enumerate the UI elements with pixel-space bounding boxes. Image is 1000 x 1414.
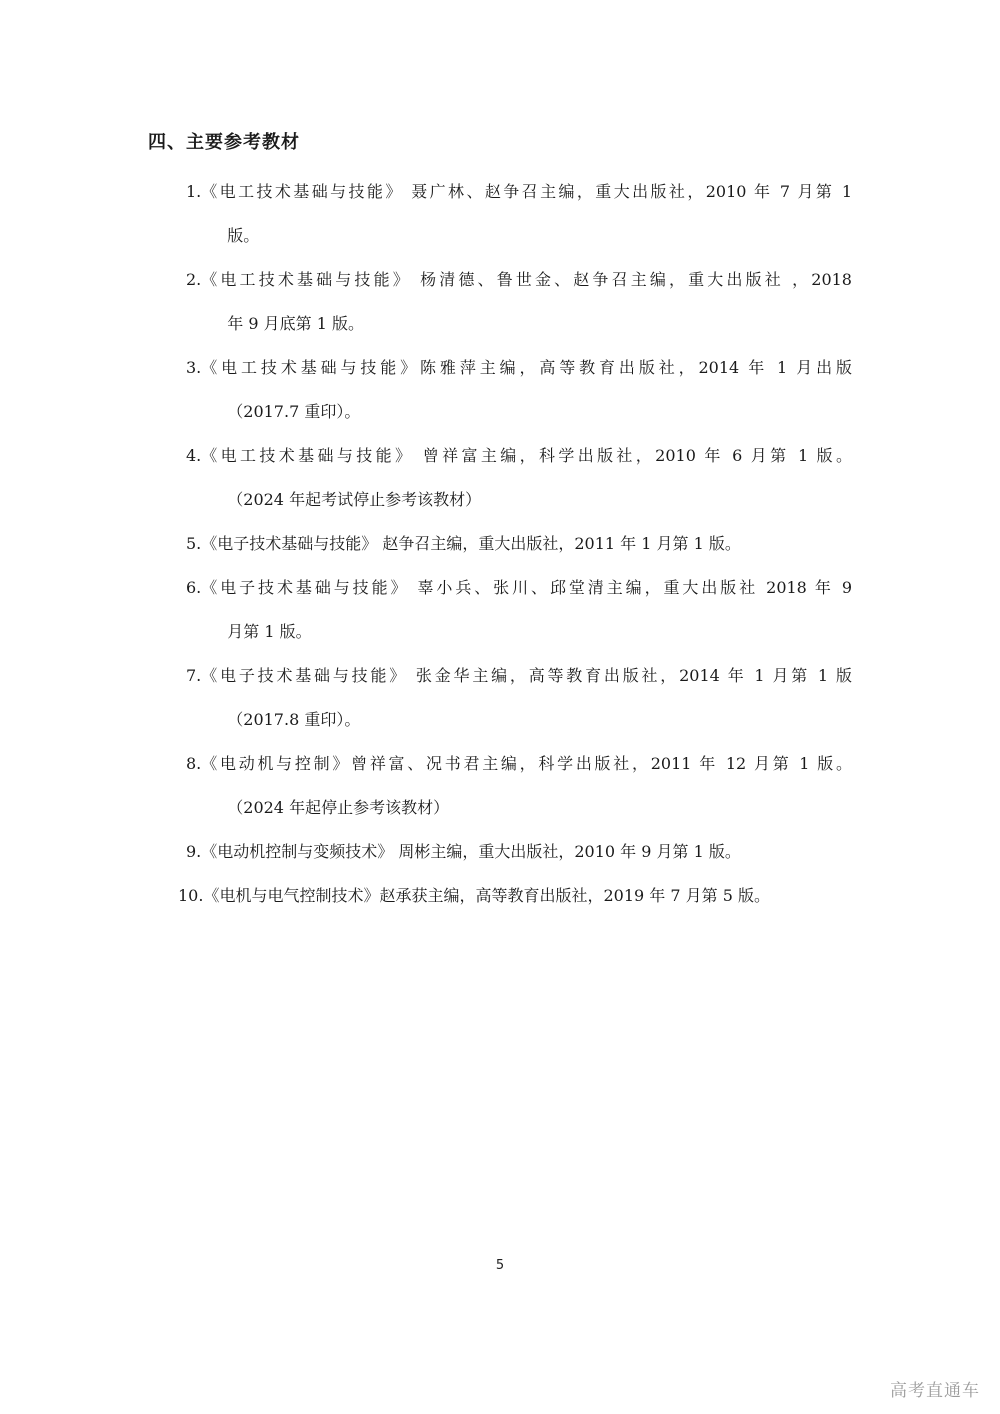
reference-item bbox=[186, 830, 852, 874]
reference-body bbox=[201, 522, 852, 566]
reference-item bbox=[186, 170, 852, 258]
reference-body bbox=[201, 566, 852, 654]
reference-number: 3. bbox=[186, 358, 202, 377]
reference-number: 6. bbox=[186, 578, 202, 597]
reference-number: 10. bbox=[178, 886, 204, 905]
reference-text: 《电工技术基础与技能》 曾祥富主编，科学出版社，2010 年 6 月第 1 版。 bbox=[201, 446, 852, 465]
reference-text: 《电动机控制与变频技术》 周彬主编，重大出版社，2010 年 9 月第 1 版。 bbox=[201, 842, 741, 861]
reference-text-continued: （2024 年起停止参考该教材） bbox=[227, 798, 450, 817]
reference-text: 《电子技术基础与技能》 张金华主编，高等教育出版社，2014 年 1 月第 1 版 bbox=[201, 666, 852, 685]
reference-item bbox=[186, 434, 852, 522]
reference-text-continued: （2017.8 重印）。 bbox=[227, 710, 361, 729]
reference-number: 9. bbox=[186, 842, 202, 861]
reference-number: 4. bbox=[186, 446, 202, 465]
reference-item bbox=[186, 346, 852, 434]
reference-text: 《电工技术基础与技能》 聂广林、赵争召主编，重大出版社，2010 年 7 月第 1 bbox=[201, 182, 852, 201]
reference-text-continued: （2024 年起考试停止参考该教材） bbox=[227, 490, 482, 509]
reference-item bbox=[186, 258, 852, 346]
reference-number: 8. bbox=[186, 754, 202, 773]
reference-body bbox=[201, 830, 852, 874]
reference-text: 《电子技术基础与技能》 赵争召主编，重大出版社，2011 年 1 月第 1 版。 bbox=[201, 534, 741, 553]
reference-item bbox=[186, 654, 852, 742]
reference-text: 《电子技术基础与技能》 辜小兵、张川、邱堂清主编，重大出版社 2018 年 9 bbox=[201, 578, 852, 597]
reference-number: 1. bbox=[186, 182, 202, 201]
reference-item bbox=[186, 522, 852, 566]
reference-body bbox=[201, 654, 852, 742]
reference-number: 7. bbox=[186, 666, 202, 685]
reference-text: 《电工技术基础与技能》陈雅萍主编，高等教育出版社，2014 年 1 月出版 bbox=[201, 358, 852, 377]
reference-text: 《电动机与控制》曾祥富、况书君主编，科学出版社，2011 年 12 月第 1 版。 bbox=[201, 754, 852, 773]
reference-text: 《电工技术基础与技能》 杨清德、鲁世金、赵争召主编，重大出版社 ，2018 bbox=[201, 270, 852, 289]
reference-list bbox=[178, 170, 852, 918]
watermark-logo: 高考直通车 bbox=[890, 1381, 980, 1401]
reference-item bbox=[186, 566, 852, 654]
reference-text-continued: 版。 bbox=[227, 226, 260, 245]
page-number: 5 bbox=[495, 1258, 505, 1273]
reference-body bbox=[201, 170, 852, 258]
reference-body bbox=[203, 874, 852, 918]
reference-item bbox=[186, 742, 852, 830]
reference-body bbox=[201, 434, 852, 522]
reference-text-continued: （2017.7 重印）。 bbox=[227, 402, 361, 421]
reference-body bbox=[201, 742, 852, 830]
reference-item bbox=[178, 874, 852, 918]
section-title: 四、主要参考教材 bbox=[148, 132, 300, 153]
reference-number: 2. bbox=[186, 270, 202, 289]
reference-text: 《电机与电气控制技术》赵承获主编，高等教育出版社，2019 年 7 月第 5 版。 bbox=[203, 886, 770, 905]
reference-text-continued: 年 9 月底第 1 版。 bbox=[227, 314, 364, 333]
reference-body bbox=[201, 258, 852, 346]
reference-body bbox=[201, 346, 852, 434]
reference-number: 5. bbox=[186, 534, 202, 553]
reference-text-continued: 月第 1 版。 bbox=[227, 622, 312, 641]
